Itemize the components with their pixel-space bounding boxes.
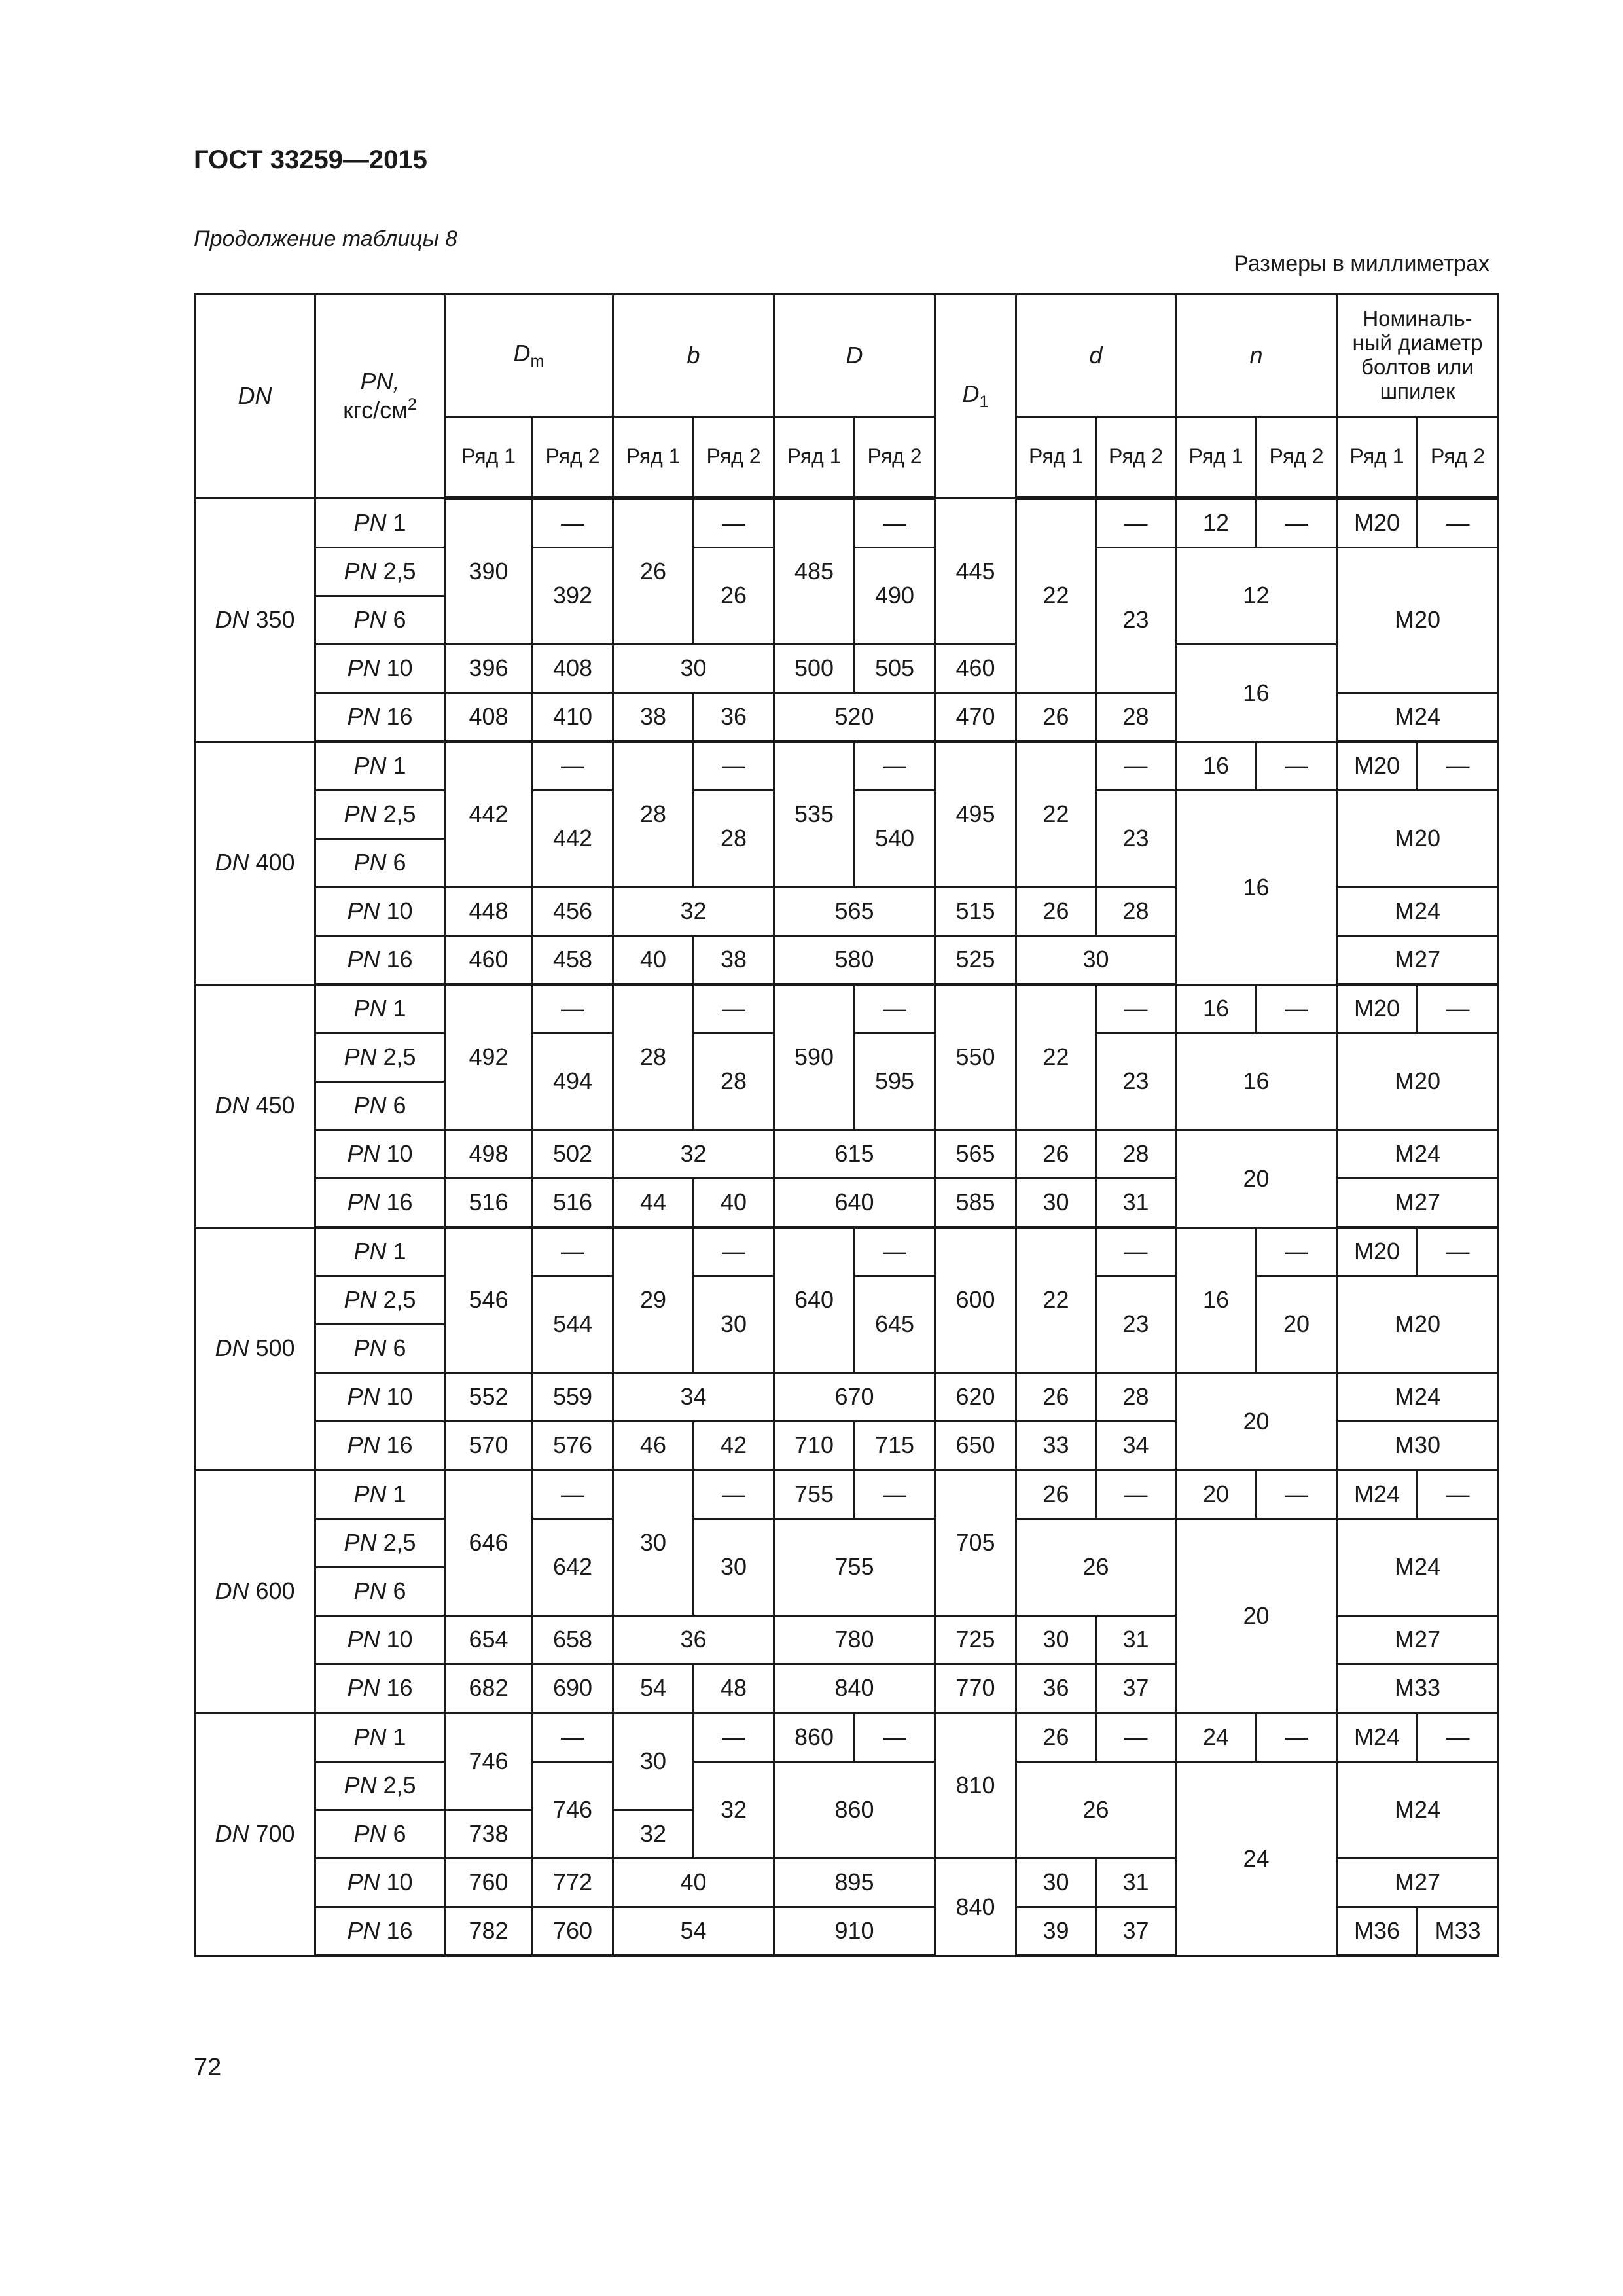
table-cell: 448 xyxy=(445,888,533,936)
pn-cell: PN 16 xyxy=(315,1907,445,1956)
table-cell: M24 xyxy=(1337,1519,1499,1616)
table-cell: M36 xyxy=(1337,1907,1418,1956)
table-cell: 20 xyxy=(1176,1130,1337,1228)
table-cell: 516 xyxy=(533,1179,613,1228)
table-cell: M27 xyxy=(1337,1616,1499,1664)
units-note: Размеры в миллиметрах xyxy=(1234,251,1489,276)
header-d1: $D_1$ xyxy=(935,295,1016,499)
table-cell: 42 xyxy=(694,1422,774,1471)
table-cell: 772 xyxy=(533,1859,613,1907)
table-cell: 860 xyxy=(774,1762,935,1859)
pn-cell: PN 6 xyxy=(315,1325,445,1373)
table-cell: 505 xyxy=(855,645,935,693)
table-cell: 502 xyxy=(533,1130,613,1179)
table-cell: 782 xyxy=(445,1907,533,1956)
table-cell: 40 xyxy=(694,1179,774,1228)
table-cell: — xyxy=(1257,1470,1337,1519)
table-cell: 392 xyxy=(533,548,613,645)
table-cell: 840 xyxy=(935,1859,1016,1956)
table-cell: — xyxy=(1257,1227,1337,1276)
table-cell: 515 xyxy=(935,888,1016,936)
table-cell: — xyxy=(855,1470,935,1519)
table-cell: 500 xyxy=(774,645,855,693)
table-cell: M30 xyxy=(1337,1422,1499,1471)
table-cell: 494 xyxy=(533,1033,613,1130)
table-cell: 28 xyxy=(1096,1373,1176,1422)
table-cell: 34 xyxy=(1096,1422,1176,1471)
table-cell: M20 xyxy=(1337,1276,1499,1373)
table-cell: 590 xyxy=(774,984,855,1130)
table-cell: 36 xyxy=(1016,1664,1096,1713)
table-cell: 645 xyxy=(855,1276,935,1373)
table-cell: 445 xyxy=(935,498,1016,645)
pn-cell: PN 10 xyxy=(315,1616,445,1664)
table-cell: 26 xyxy=(1016,693,1096,742)
table-cell: 29 xyxy=(613,1227,694,1373)
table-cell: 654 xyxy=(445,1616,533,1664)
table-cell: 682 xyxy=(445,1664,533,1713)
table-cell: M27 xyxy=(1337,936,1499,985)
table-cell: — xyxy=(1096,1713,1176,1762)
table-cell: — xyxy=(1096,1227,1176,1276)
table-cell: 458 xyxy=(533,936,613,985)
table-cell: 725 xyxy=(935,1616,1016,1664)
pn-cell: PN 10 xyxy=(315,888,445,936)
table-cell: 840 xyxy=(774,1664,935,1713)
table-cell: M20 xyxy=(1337,1227,1418,1276)
table-cell: 585 xyxy=(935,1179,1016,1228)
table-cell: — xyxy=(855,1713,935,1762)
table-cell: 16 xyxy=(1176,742,1257,791)
pn-cell: PN 2,5 xyxy=(315,1276,445,1325)
table-cell: 670 xyxy=(774,1373,935,1422)
table-cell: 525 xyxy=(935,936,1016,985)
pn-cell: PN 6 xyxy=(315,1082,445,1130)
table-cell: 28 xyxy=(694,791,774,888)
pn-cell: PN 16 xyxy=(315,1179,445,1228)
table-cell: — xyxy=(1418,1470,1499,1519)
table-cell: 28 xyxy=(613,742,694,888)
header-row2: Ряд 2 xyxy=(1257,417,1337,499)
table-cell: 640 xyxy=(774,1227,855,1373)
table-cell: 23 xyxy=(1096,1033,1176,1130)
header-dn: DN xyxy=(195,295,315,499)
table-cell: 30 xyxy=(1016,1616,1096,1664)
table-cell: 26 xyxy=(1016,888,1096,936)
table-cell: 26 xyxy=(613,498,694,645)
dn-cell: DN 400 xyxy=(195,742,315,984)
table-cell: — xyxy=(1418,498,1499,548)
table-cell: 860 xyxy=(774,1713,855,1762)
table-cell: 565 xyxy=(935,1130,1016,1179)
pn-cell: PN 2,5 xyxy=(315,1519,445,1568)
table-cell: M20 xyxy=(1337,498,1418,548)
table-cell: 640 xyxy=(774,1179,935,1228)
dn-cell: DN 600 xyxy=(195,1470,315,1713)
table-cell: 20 xyxy=(1176,1470,1257,1519)
table-cell: 23 xyxy=(1096,1276,1176,1373)
table-cell: 460 xyxy=(445,936,533,985)
table-cell: 12 xyxy=(1176,498,1257,548)
pn-cell: PN 6 xyxy=(315,1568,445,1616)
table-cell: — xyxy=(694,1227,774,1276)
table-cell: 28 xyxy=(1096,1130,1176,1179)
table-cell: M33 xyxy=(1337,1664,1499,1713)
table-cell: 910 xyxy=(774,1907,935,1956)
table-cell: 760 xyxy=(533,1907,613,1956)
header-n: n xyxy=(1176,295,1337,417)
table-cell: — xyxy=(1257,498,1337,548)
table-cell: M24 xyxy=(1337,1470,1418,1519)
pn-cell: PN 1 xyxy=(315,984,445,1033)
table-cell: 38 xyxy=(613,693,694,742)
table-cell: 36 xyxy=(694,693,774,742)
header-row1: Ряд 1 xyxy=(613,417,694,499)
table-cell: 39 xyxy=(1016,1907,1096,1956)
table-cell: 26 xyxy=(1016,1373,1096,1422)
table-cell: 26 xyxy=(1016,1713,1096,1762)
pn-cell: PN 10 xyxy=(315,1859,445,1907)
table-cell: 646 xyxy=(445,1470,533,1616)
header-row2: Ряд 2 xyxy=(1096,417,1176,499)
table-cell: — xyxy=(533,984,613,1033)
table-cell: M24 xyxy=(1337,888,1499,936)
table-cell: 28 xyxy=(694,1033,774,1130)
pn-cell: PN 2,5 xyxy=(315,1762,445,1810)
table-cell: M33 xyxy=(1418,1907,1499,1956)
table-cell: 31 xyxy=(1096,1179,1176,1228)
table-cell: 24 xyxy=(1176,1713,1257,1762)
table-cell: 690 xyxy=(533,1664,613,1713)
table-cell: 26 xyxy=(1016,1519,1176,1616)
pn-cell: PN 6 xyxy=(315,596,445,645)
table-cell: — xyxy=(1096,498,1176,548)
table-cell: 30 xyxy=(613,1713,694,1810)
table-cell: 600 xyxy=(935,1227,1016,1373)
header-d-outer: D xyxy=(774,295,935,417)
table-cell: 710 xyxy=(774,1422,855,1471)
table-cell: 552 xyxy=(445,1373,533,1422)
table-cell: 34 xyxy=(613,1373,774,1422)
header-row2: Ряд 2 xyxy=(533,417,613,499)
header-row2: Ряд 2 xyxy=(855,417,935,499)
table-cell: 26 xyxy=(1016,1130,1096,1179)
table-cell: 30 xyxy=(613,645,774,693)
table-cell: 460 xyxy=(935,645,1016,693)
table-cell: — xyxy=(1418,984,1499,1033)
table-cell: 658 xyxy=(533,1616,613,1664)
table-cell: 615 xyxy=(774,1130,935,1179)
pn-cell: PN 16 xyxy=(315,1422,445,1471)
table-cell: 746 xyxy=(533,1762,613,1859)
table-cell: 760 xyxy=(445,1859,533,1907)
table-cell: 390 xyxy=(445,498,533,645)
table-cell: 559 xyxy=(533,1373,613,1422)
table-cell: — xyxy=(1418,1227,1499,1276)
table-cell: M24 xyxy=(1337,693,1499,742)
table-cell: 520 xyxy=(774,693,935,742)
table-cell: 550 xyxy=(935,984,1016,1130)
header-row1: Ряд 1 xyxy=(1016,417,1096,499)
table-cell: 28 xyxy=(1096,693,1176,742)
table-cell: 396 xyxy=(445,645,533,693)
table-cell: M20 xyxy=(1337,742,1418,791)
pn-cell: PN 10 xyxy=(315,1373,445,1422)
table-cell: 755 xyxy=(774,1470,855,1519)
table-cell: 546 xyxy=(445,1227,533,1373)
table-cell: 36 xyxy=(613,1616,774,1664)
page-number: 72 xyxy=(194,2054,222,2081)
table-cell: 33 xyxy=(1016,1422,1096,1471)
table-cell: — xyxy=(694,742,774,791)
table-cell: 544 xyxy=(533,1276,613,1373)
table-cell: 48 xyxy=(694,1664,774,1713)
header-row1: Ряд 1 xyxy=(1176,417,1257,499)
table-cell: — xyxy=(855,742,935,791)
table-cell: — xyxy=(694,984,774,1033)
table-cell: 535 xyxy=(774,742,855,888)
table-cell: 12 xyxy=(1176,548,1337,645)
table-cell: M20 xyxy=(1337,548,1499,693)
dn-cell: DN 350 xyxy=(195,498,315,742)
table-cell: M24 xyxy=(1337,1130,1499,1179)
table-cell: — xyxy=(1257,1713,1337,1762)
header-b: b xyxy=(613,295,774,417)
table-cell: 16 xyxy=(1176,791,1337,985)
table-cell: 810 xyxy=(935,1713,1016,1859)
pn-cell: PN 16 xyxy=(315,936,445,985)
table-cell: 32 xyxy=(613,1810,694,1859)
table-cell: 495 xyxy=(935,742,1016,888)
pn-cell: PN 1 xyxy=(315,1227,445,1276)
table-cell: 30 xyxy=(694,1519,774,1616)
table-cell: 490 xyxy=(855,548,935,645)
table-cell: 30 xyxy=(613,1470,694,1616)
table-cell: 595 xyxy=(855,1033,935,1130)
table-cell: 30 xyxy=(1016,1179,1096,1228)
header-row2: Ряд 2 xyxy=(1418,417,1499,499)
header-row1: Ряд 1 xyxy=(1337,417,1418,499)
table-cell: — xyxy=(1418,742,1499,791)
table-cell: 565 xyxy=(774,888,935,936)
table-cell: 516 xyxy=(445,1179,533,1228)
table-cell: — xyxy=(1418,1713,1499,1762)
table-cell: 410 xyxy=(533,693,613,742)
table-cell: 576 xyxy=(533,1422,613,1471)
table-cell: 32 xyxy=(613,888,774,936)
table-cell: 408 xyxy=(533,645,613,693)
table-cell: 54 xyxy=(613,1907,774,1956)
table-cell: 26 xyxy=(1016,1762,1176,1859)
table-cell: 46 xyxy=(613,1422,694,1471)
table-cell: 32 xyxy=(694,1762,774,1859)
table-cell: 20 xyxy=(1257,1276,1337,1373)
pn-cell: PN 10 xyxy=(315,1130,445,1179)
table-cell: 44 xyxy=(613,1179,694,1228)
table-cell: 705 xyxy=(935,1470,1016,1616)
table-cell: 442 xyxy=(445,742,533,888)
table-cell: 738 xyxy=(445,1810,533,1859)
header-row1: Ряд 1 xyxy=(774,417,855,499)
table-cell: 470 xyxy=(935,693,1016,742)
pn-cell: PN 6 xyxy=(315,1810,445,1859)
pn-cell: PN 1 xyxy=(315,498,445,548)
table-cell: — xyxy=(1096,1470,1176,1519)
table-cell: 23 xyxy=(1096,548,1176,693)
pn-cell: PN 1 xyxy=(315,742,445,791)
table-cell: — xyxy=(533,1470,613,1519)
table-cell: 28 xyxy=(1096,888,1176,936)
table-cell: 20 xyxy=(1176,1373,1337,1471)
table-cell: — xyxy=(1096,984,1176,1033)
table-cell: — xyxy=(533,742,613,791)
header-pn: PN, кгс/$см^2$ xyxy=(315,295,445,499)
table-cell: 620 xyxy=(935,1373,1016,1422)
dn-cell: DN 700 xyxy=(195,1713,315,1956)
table-cell: 16 xyxy=(1176,1033,1337,1130)
table-cell: 16 xyxy=(1176,645,1337,742)
table-cell: 16 xyxy=(1176,1227,1257,1373)
table-cell: — xyxy=(855,984,935,1033)
pn-cell: PN 1 xyxy=(315,1713,445,1762)
table-cell: 30 xyxy=(694,1276,774,1373)
table-cell: 456 xyxy=(533,888,613,936)
table-cell: 780 xyxy=(774,1616,935,1664)
table-cell: 642 xyxy=(533,1519,613,1616)
table-cell: — xyxy=(855,498,935,548)
pn-cell: PN 6 xyxy=(315,839,445,888)
table-cell: — xyxy=(533,1227,613,1276)
table-continuation-caption: Продолжение таблицы 8 xyxy=(194,226,457,251)
table-cell: 26 xyxy=(1016,1470,1096,1519)
table-cell: 485 xyxy=(774,498,855,645)
pn-cell: PN 1 xyxy=(315,1470,445,1519)
table-cell: 540 xyxy=(855,791,935,888)
header-dm: $D_m$ xyxy=(445,295,613,417)
pn-cell: PN 16 xyxy=(315,693,445,742)
table-cell: — xyxy=(1257,984,1337,1033)
table-cell: 38 xyxy=(694,936,774,985)
pn-cell: PN 2,5 xyxy=(315,548,445,596)
header-d-hole: d xyxy=(1016,295,1176,417)
table-cell: — xyxy=(855,1227,935,1276)
table-cell: 442 xyxy=(533,791,613,888)
table-cell: 40 xyxy=(613,936,694,985)
table-cell: — xyxy=(533,498,613,548)
table-cell: — xyxy=(1257,742,1337,791)
table-cell: 22 xyxy=(1016,1227,1096,1373)
table-cell: 40 xyxy=(613,1859,774,1907)
table-cell: 22 xyxy=(1016,742,1096,888)
dn-cell: DN 450 xyxy=(195,984,315,1227)
table-cell: 580 xyxy=(774,936,935,985)
pn-cell: PN 2,5 xyxy=(315,791,445,839)
table-cell: 16 xyxy=(1176,984,1257,1033)
header-row2: Ряд 2 xyxy=(694,417,774,499)
pn-cell: PN 10 xyxy=(315,645,445,693)
table-cell: 37 xyxy=(1096,1664,1176,1713)
table-cell: 715 xyxy=(855,1422,935,1471)
table-cell: 492 xyxy=(445,984,533,1130)
table-cell: 31 xyxy=(1096,1616,1176,1664)
table-cell: M27 xyxy=(1337,1859,1499,1907)
table-cell: 20 xyxy=(1176,1519,1337,1713)
table-cell: M20 xyxy=(1337,984,1418,1033)
table-cell: 755 xyxy=(774,1519,935,1616)
dn-cell: DN 500 xyxy=(195,1227,315,1470)
header-row1: Ряд 1 xyxy=(445,417,533,499)
table-cell: — xyxy=(694,1713,774,1762)
table-cell: 54 xyxy=(613,1664,694,1713)
table-cell: 24 xyxy=(1176,1762,1337,1956)
table-cell: 23 xyxy=(1096,791,1176,888)
table-cell: 770 xyxy=(935,1664,1016,1713)
table-cell: M24 xyxy=(1337,1373,1499,1422)
table-cell: 30 xyxy=(1016,1859,1096,1907)
table-cell: — xyxy=(694,1470,774,1519)
document-title: ГОСТ 33259—2015 xyxy=(194,145,427,174)
table-cell: 22 xyxy=(1016,498,1096,693)
table-cell: 28 xyxy=(613,984,694,1130)
table-cell: M27 xyxy=(1337,1179,1499,1228)
table-cell: M24 xyxy=(1337,1762,1499,1859)
table-cell: 498 xyxy=(445,1130,533,1179)
table-cell: 570 xyxy=(445,1422,533,1471)
header-bolt-diameter: Номиналь- ный диаметр болтов или шпилек xyxy=(1337,295,1499,417)
table-cell: 895 xyxy=(774,1859,935,1907)
table-cell: 746 xyxy=(445,1713,533,1810)
table-cell: 37 xyxy=(1096,1907,1176,1956)
pn-cell: PN 16 xyxy=(315,1664,445,1713)
table-cell: — xyxy=(533,1713,613,1762)
table-cell: 26 xyxy=(694,548,774,645)
table-cell: 408 xyxy=(445,693,533,742)
table-cell: M24 xyxy=(1337,1713,1418,1762)
table-cell: — xyxy=(1096,742,1176,791)
table-cell: — xyxy=(694,498,774,548)
table-cell: 650 xyxy=(935,1422,1016,1471)
flange-dimensions-table xyxy=(194,293,1499,1957)
table-cell: 31 xyxy=(1096,1859,1176,1907)
pn-cell: PN 2,5 xyxy=(315,1033,445,1082)
table-cell: M20 xyxy=(1337,1033,1499,1130)
table-cell: 22 xyxy=(1016,984,1096,1130)
table-cell: 32 xyxy=(613,1130,774,1179)
table-cell: 30 xyxy=(1016,936,1176,985)
table-cell: M20 xyxy=(1337,791,1499,888)
